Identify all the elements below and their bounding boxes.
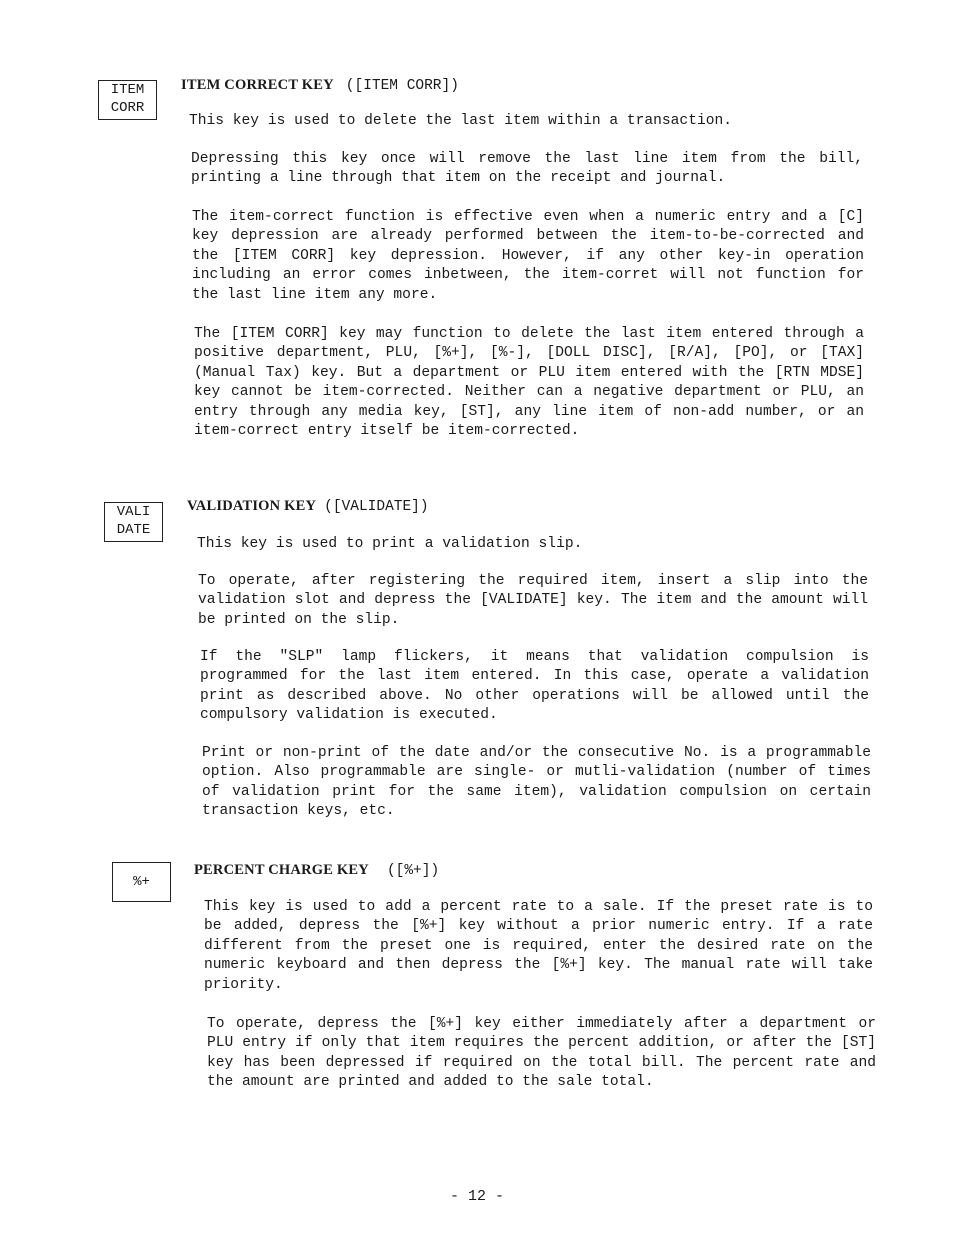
key-label-line: DATE (116, 522, 151, 538)
paragraph: To operate, after registering the required item, insert a slip into the validation slot and depress the [VALIDATE] key. The item and the amount will be printed on the slip. (198, 573, 868, 628)
section-title: PERCENT CHARGE KEY (194, 862, 369, 878)
key-label-line: CORR (110, 100, 145, 116)
section-heading (187, 498, 429, 515)
section-key-ref: ([VALIDATE]) (324, 499, 429, 515)
paragraph: The [ITEM CORR] key may function to delete the last item entered through a positive department, PLU, [%+], [%-], [DOLL DISC], [R/A], [PO], or [TAX](Manual Tax) key. But a department or PLU item entered with the [RTN MDSE] key cannot be item-corrected. Neither can a negative department or PLU, an entry through any media key, [ST], any line item of non-add number, or an item-correct entry itself be item-corrected. (194, 326, 864, 440)
percent-plus-key-icon (112, 862, 171, 902)
section-heading (181, 77, 459, 94)
key-label-line: %+ (133, 874, 150, 890)
paragraph: Depressing this key once will remove the last line item from the bill, printing a line through that item on the receipt and journal. (191, 151, 863, 187)
paragraph: This key is used to add a percent rate to a sale. If the preset rate is to be added, depress the [%+] key without a prior numeric entry. If a rate different from the preset one is required, enter the desired rate on the numeric keyboard and then depress the [%+] key. The manual rate will take priority. (204, 899, 873, 993)
page-number: - 12 - (449, 1188, 504, 1205)
paragraph: The item-correct function is effective even when a numeric entry and a [C] key depression are already performed between the item-to-be-corrected and the [ITEM CORR] key depression. However, if any other key-in operation including an error comes inbetween, the item-corret will not function for the last line item any more. (192, 209, 864, 303)
key-label-line: VALI (116, 504, 151, 520)
validate-key-icon (104, 502, 163, 542)
paragraph: If the "SLP" lamp flickers, it means that validation compulsion is programmed for the last item entered. In this case, operate a validation print as described above. No other operations will be allowed until the compulsory validation is executed. (200, 649, 869, 724)
paragraph: Print or non-print of the date and/or the consecutive No. is a programmable option. Also programmable are single- or mutli-validation (number of times of validation print for the same item), validation compulsion on certain transaction keys, etc. (202, 745, 871, 820)
key-label-line: ITEM (110, 82, 145, 98)
item-corr-key-icon (98, 80, 157, 120)
paragraph: This key is used to delete the last item within a transaction. (189, 113, 732, 129)
paragraph: This key is used to print a validation slip. (197, 536, 583, 552)
section-key-ref: ([%+]) (386, 863, 440, 879)
paragraph: To operate, depress the [%+] key either immediately after a department or PLU entry if only that item requires the percent addition, or after the [ST] key has been depressed if required on the total bill. The percent rate and the amount are printed and added to the sale total. (207, 1016, 876, 1091)
section-title: VALIDATION KEY (187, 498, 317, 514)
section-heading (194, 862, 439, 879)
section-key-ref: ([ITEM CORR]) (345, 78, 459, 94)
section-title: ITEM CORRECT KEY (181, 77, 334, 93)
